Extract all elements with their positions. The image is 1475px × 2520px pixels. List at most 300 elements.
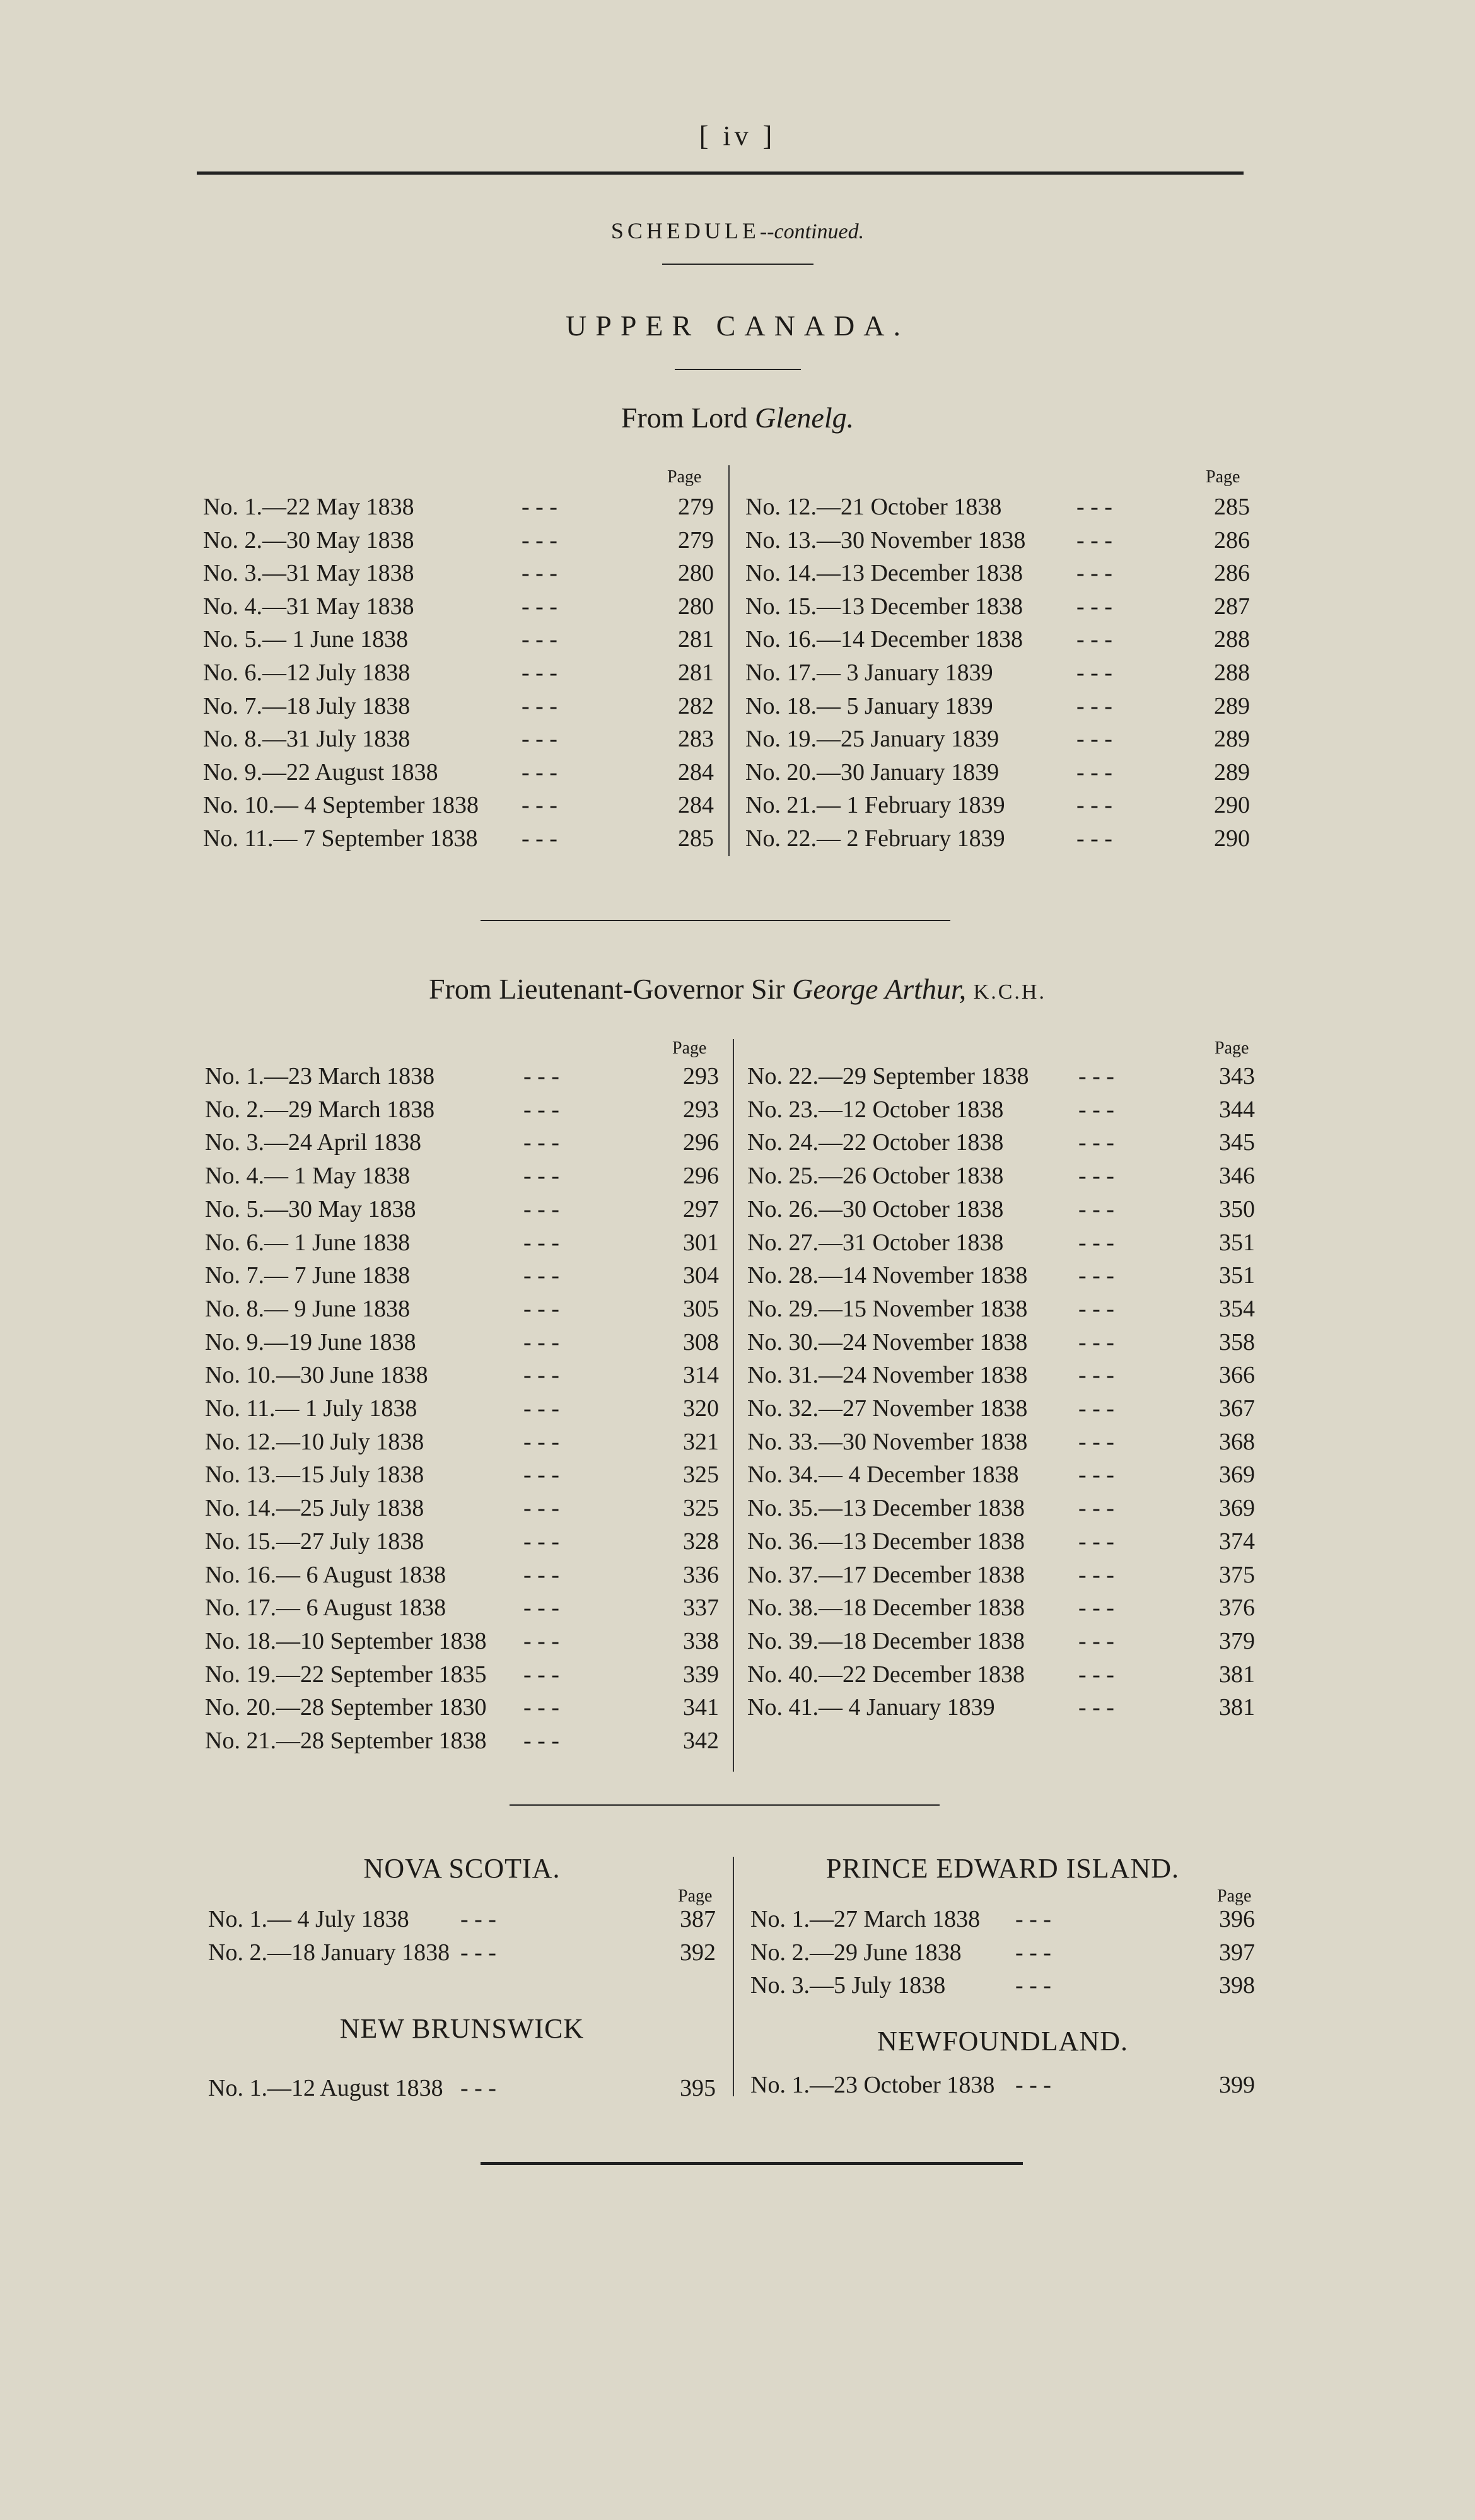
dot-leader: - - - <box>1076 626 1112 653</box>
page-ref: 321 <box>683 1428 719 1455</box>
list-item <box>747 1159 1255 1192</box>
list-item <box>747 1425 1255 1458</box>
list-item <box>747 1591 1255 1624</box>
list-item <box>750 1969 1255 2002</box>
page-header: Page <box>1215 1038 1249 1058</box>
entry-label: No. 39.—18 December 1838 <box>747 1627 1025 1654</box>
entry-label: No. 15.—27 July 1838 <box>205 1528 424 1555</box>
page-ref: 358 <box>1219 1328 1255 1356</box>
dot-leader: - - - <box>1078 1594 1114 1622</box>
list-item <box>747 1458 1255 1491</box>
dot-leader: - - - <box>523 1195 559 1222</box>
entry-label: No. 14.—13 December 1838 <box>745 560 1023 587</box>
dot-leader: - - - <box>522 659 557 686</box>
dot-leader: - - - <box>523 1727 559 1754</box>
list-item <box>745 656 1250 689</box>
dot-leader: - - - <box>523 1528 559 1555</box>
page-ref: 338 <box>683 1627 719 1654</box>
page-ref: 296 <box>683 1129 719 1156</box>
footer-rule <box>481 2162 1023 2165</box>
list-item <box>205 1159 719 1192</box>
entry-label: No. 30.—24 November 1838 <box>747 1328 1028 1356</box>
entry-label: No. 1.—12 August 1838 <box>208 2075 443 2101</box>
list-item <box>203 623 714 656</box>
entry-label: No. 8.— 9 June 1838 <box>205 1295 411 1322</box>
entry-label: No. 12.—10 July 1838 <box>205 1428 424 1455</box>
list-item <box>747 1326 1255 1359</box>
entry-label: No. 4.—31 May 1838 <box>203 593 414 620</box>
page-ref: 296 <box>683 1163 719 1190</box>
page-ref: 336 <box>683 1561 719 1588</box>
entry-label: No. 37.—17 December 1838 <box>747 1561 1025 1588</box>
dot-leader: - - - <box>522 526 557 554</box>
page-ref: 354 <box>1219 1295 1255 1322</box>
page-ref: 337 <box>683 1594 719 1622</box>
newfoundland-title: NEWFOUNDLAND. <box>877 2026 1128 2057</box>
dot-leader: - - - <box>1078 1661 1114 1688</box>
page-header: Page <box>672 1038 707 1058</box>
column-divider <box>733 1857 734 2096</box>
page-ref: 290 <box>1214 792 1250 819</box>
entry-label: No. 11.— 7 September 1838 <box>203 825 478 852</box>
list-item <box>747 1691 1255 1724</box>
dot-leader: - - - <box>460 2075 496 2101</box>
list-item <box>205 1425 719 1458</box>
entry-label: No. 23.—12 October 1838 <box>747 1096 1004 1123</box>
list-item <box>750 2069 1255 2101</box>
dot-leader: - - - <box>523 1694 559 1721</box>
page-ref: 320 <box>683 1395 719 1422</box>
dot-leader: - - - <box>1078 1461 1114 1489</box>
list-item <box>745 557 1250 589</box>
schedule-main: SCHEDULE <box>610 218 760 243</box>
entry-label: No. 21.—28 September 1838 <box>205 1727 487 1754</box>
list-item <box>205 1525 719 1558</box>
entry-label: No. 26.—30 October 1838 <box>747 1195 1004 1222</box>
arthur-honours: K.C.H. <box>966 980 1046 1004</box>
page-ref: 346 <box>1219 1163 1255 1190</box>
list-item <box>205 1093 719 1126</box>
list-item <box>747 1193 1255 1226</box>
entry-label: No. 6.—12 July 1838 <box>203 659 411 686</box>
entry-label: No. 9.—22 August 1838 <box>203 758 438 786</box>
page-ref: 344 <box>1219 1096 1255 1123</box>
entry-label: No. 35.—13 December 1838 <box>747 1495 1025 1522</box>
dot-leader: - - - <box>522 825 557 852</box>
section-separator <box>481 920 950 921</box>
list-item <box>205 1625 719 1658</box>
list-item <box>747 1559 1255 1591</box>
dot-leader: - - - <box>523 1163 559 1190</box>
dot-leader: - - - <box>1015 1939 1051 1966</box>
page-ref: 286 <box>1214 526 1250 554</box>
page-ref: 284 <box>678 758 714 786</box>
list-item <box>745 690 1250 723</box>
entry-label: No. 5.—30 May 1838 <box>205 1195 416 1222</box>
entry-label: No. 28.—14 November 1838 <box>747 1262 1028 1289</box>
entry-label: No. 10.— 4 September 1838 <box>203 792 479 819</box>
page-header: Page <box>678 1886 713 1906</box>
dot-leader: - - - <box>1015 1972 1051 1999</box>
page-ref: 297 <box>683 1195 719 1222</box>
list-item <box>747 1392 1255 1425</box>
page-ref: 339 <box>683 1661 719 1688</box>
page-ref: 301 <box>683 1229 719 1256</box>
dot-leader: - - - <box>523 1495 559 1522</box>
list-item <box>203 524 714 557</box>
page-ref: 284 <box>678 792 714 819</box>
list-item <box>203 789 714 822</box>
dot-leader: - - - <box>523 1362 559 1389</box>
page-ref: 290 <box>1214 825 1250 852</box>
entry-label: No. 31.—24 November 1838 <box>747 1362 1028 1389</box>
list-item <box>205 1559 719 1591</box>
entry-label: No. 11.— 1 July 1838 <box>205 1395 417 1422</box>
page-ref: 287 <box>1214 593 1250 620</box>
column-divider <box>728 465 730 856</box>
entry-label: No. 34.— 4 December 1838 <box>747 1461 1019 1489</box>
dot-leader: - - - <box>1078 1096 1114 1123</box>
list-item <box>747 1126 1255 1159</box>
list-item <box>745 623 1250 656</box>
dot-leader: - - - <box>1015 2072 1051 2098</box>
new-brunswick-title: NEW BRUNSWICK <box>339 2013 585 2044</box>
dot-leader: - - - <box>1015 1906 1051 1932</box>
page-ref: 285 <box>1214 494 1250 520</box>
list-item <box>750 1936 1255 1969</box>
entry-label: No. 18.— 5 January 1839 <box>745 692 993 719</box>
list-item <box>205 1458 719 1491</box>
dot-leader: - - - <box>522 692 557 719</box>
list-item <box>208 1903 716 1936</box>
dot-leader: - - - <box>1076 494 1112 520</box>
column-divider <box>733 1039 734 1772</box>
list-item <box>205 1259 719 1292</box>
entry-label: No. 1.—22 May 1838 <box>203 494 414 520</box>
list-item <box>208 2072 716 2105</box>
entry-label: No. 22.—29 September 1838 <box>747 1063 1029 1089</box>
entry-label: No. 33.—30 November 1838 <box>747 1428 1028 1455</box>
page-ref: 375 <box>1219 1561 1255 1588</box>
list-item <box>208 1936 716 1969</box>
dot-leader: - - - <box>1078 1362 1114 1389</box>
page-ref: 366 <box>1219 1362 1255 1389</box>
list-item <box>203 656 714 689</box>
entry-label: No. 27.—31 October 1838 <box>747 1229 1004 1256</box>
list-item <box>203 756 714 789</box>
list-item <box>205 1591 719 1624</box>
dot-leader: - - - <box>1076 726 1112 753</box>
entry-label: No. 29.—15 November 1838 <box>747 1295 1028 1322</box>
province-rule <box>675 369 801 370</box>
page-ref: 374 <box>1219 1528 1255 1555</box>
page-ref: 387 <box>680 1906 716 1932</box>
dot-leader: - - - <box>523 1295 559 1322</box>
entry-label: No. 10.—30 June 1838 <box>205 1362 428 1389</box>
page-ref: 325 <box>683 1495 719 1522</box>
page-ref: 343 <box>1219 1063 1255 1089</box>
page-ref: 279 <box>678 526 714 554</box>
entry-label: No. 3.—31 May 1838 <box>203 560 414 587</box>
dot-leader: - - - <box>1076 526 1112 554</box>
entry-label: No. 13.—30 November 1838 <box>745 526 1026 554</box>
page-ref: 399 <box>1219 2072 1255 2098</box>
dot-leader: - - - <box>1078 1195 1114 1222</box>
dot-leader: - - - <box>1076 825 1112 852</box>
page-ref: 279 <box>678 494 714 520</box>
page-ref: 280 <box>678 560 714 587</box>
page-ref: 304 <box>683 1262 719 1289</box>
page-ref: 293 <box>683 1063 719 1089</box>
page-ref: 293 <box>683 1096 719 1123</box>
list-item <box>205 1126 719 1159</box>
dot-leader: - - - <box>460 1939 496 1966</box>
list-item <box>203 822 714 855</box>
page-ref: 350 <box>1219 1195 1255 1222</box>
entry-label: No. 41.— 4 January 1839 <box>747 1694 995 1721</box>
page-ref: 282 <box>678 692 714 719</box>
page-ref: 379 <box>1219 1627 1255 1654</box>
list-item <box>745 491 1250 523</box>
list-item <box>205 1392 719 1425</box>
dot-leader: - - - <box>1078 1627 1114 1654</box>
page-ref: 369 <box>1219 1495 1255 1522</box>
page-ref: 314 <box>683 1362 719 1389</box>
dot-leader: - - - <box>523 1262 559 1289</box>
dot-leader: - - - <box>1076 560 1112 587</box>
page-ref: 325 <box>683 1461 719 1489</box>
entry-label: No. 16.—14 December 1838 <box>745 626 1023 653</box>
page-ref: 341 <box>683 1694 719 1721</box>
list-item <box>205 1658 719 1691</box>
entry-label: No. 40.—22 December 1838 <box>747 1661 1025 1688</box>
dot-leader: - - - <box>523 1661 559 1688</box>
list-item <box>203 590 714 623</box>
dot-leader: - - - <box>523 1129 559 1156</box>
entry-label: No. 2.—29 June 1838 <box>750 1939 962 1966</box>
dot-leader: - - - <box>1078 1229 1114 1256</box>
page-ref: 305 <box>683 1295 719 1322</box>
dot-leader: - - - <box>523 1594 559 1622</box>
dot-leader: - - - <box>522 494 557 520</box>
page-ref: 342 <box>683 1727 719 1754</box>
dot-leader: - - - <box>523 1063 559 1089</box>
list-item <box>750 1903 1255 1936</box>
page-ref: 351 <box>1219 1262 1255 1289</box>
page-ref: 345 <box>1219 1129 1255 1156</box>
list-item <box>747 1093 1255 1126</box>
list-item <box>747 1625 1255 1658</box>
list-item <box>205 1359 719 1391</box>
list-item <box>745 723 1250 755</box>
dot-leader: - - - <box>523 1328 559 1356</box>
entry-label: No. 12.—21 October 1838 <box>745 494 1002 520</box>
entry-label: No. 22.— 2 February 1839 <box>745 825 1005 852</box>
page-ref: 351 <box>1219 1229 1255 1256</box>
page-ref: 381 <box>1219 1661 1255 1688</box>
entry-label: No. 14.—25 July 1838 <box>205 1495 424 1522</box>
entry-label: No. 8.—31 July 1838 <box>203 726 411 753</box>
list-item <box>747 1259 1255 1292</box>
nova-scotia-title: NOVA SCOTIA. <box>363 1853 561 1884</box>
schedule-heading <box>0 218 1475 244</box>
list-item <box>747 1359 1255 1391</box>
page-ref: 392 <box>680 1939 716 1966</box>
entry-label: No. 9.—19 June 1838 <box>205 1328 416 1356</box>
dot-leader: - - - <box>1078 1495 1114 1522</box>
entry-label: No. 1.—23 March 1838 <box>205 1063 435 1089</box>
dot-leader: - - - <box>1076 692 1112 719</box>
dot-leader: - - - <box>1078 1063 1114 1089</box>
entry-label: No. 17.— 6 August 1838 <box>205 1594 446 1622</box>
list-item <box>745 822 1250 855</box>
page-ref: 289 <box>1214 726 1250 753</box>
dot-leader: - - - <box>522 792 557 819</box>
list-item <box>745 756 1250 789</box>
page-ref: 395 <box>680 2075 716 2101</box>
entry-label: No. 3.—5 July 1838 <box>750 1972 946 1999</box>
page-ref: 288 <box>1214 626 1250 653</box>
entry-label: No. 13.—15 July 1838 <box>205 1461 424 1489</box>
list-item <box>745 524 1250 557</box>
page-ref: 289 <box>1214 692 1250 719</box>
entry-label: No. 4.— 1 May 1838 <box>205 1163 411 1190</box>
dot-leader: - - - <box>523 1627 559 1654</box>
dot-leader: - - - <box>523 1096 559 1123</box>
page-ref: 286 <box>1214 560 1250 587</box>
entry-label: No. 7.—18 July 1838 <box>203 692 411 719</box>
entry-label: No. 16.— 6 August 1838 <box>205 1561 446 1588</box>
section-title-glenelg: From Lord Glenelg. <box>621 402 854 434</box>
dot-leader: - - - <box>523 1229 559 1256</box>
dot-leader: - - - <box>1076 593 1112 620</box>
list-item <box>203 491 714 523</box>
entry-label: No. 2.—29 March 1838 <box>205 1096 435 1123</box>
list-item <box>745 789 1250 822</box>
list-item <box>205 1193 719 1226</box>
page-ref: 376 <box>1219 1594 1255 1622</box>
page-ref: 308 <box>683 1328 719 1356</box>
list-item <box>205 1226 719 1259</box>
page-ref: 288 <box>1214 659 1250 686</box>
dot-leader: - - - <box>522 560 557 587</box>
list-item <box>747 1292 1255 1325</box>
page-ref: 328 <box>683 1528 719 1555</box>
page-ref: 368 <box>1219 1428 1255 1455</box>
entry-label: No. 1.— 4 July 1838 <box>208 1906 409 1932</box>
list-item <box>747 1658 1255 1691</box>
entry-label: No. 24.—22 October 1838 <box>747 1129 1004 1156</box>
pei-title: PRINCE EDWARD ISLAND. <box>826 1853 1179 1884</box>
entry-label: No. 32.—27 November 1838 <box>747 1395 1028 1422</box>
list-item <box>205 1691 719 1724</box>
dot-leader: - - - <box>1078 1694 1114 1721</box>
entry-label: No. 21.— 1 February 1839 <box>745 792 1005 819</box>
entry-label: No. 6.— 1 June 1838 <box>205 1229 411 1256</box>
list-item <box>747 1525 1255 1558</box>
page-ref: 397 <box>1219 1939 1255 1966</box>
page-ref: 396 <box>1219 1906 1255 1932</box>
dot-leader: - - - <box>460 1906 496 1932</box>
entry-label: No. 19.—22 September 1835 <box>205 1661 487 1688</box>
page-ref: 283 <box>678 726 714 753</box>
page-ref: 289 <box>1214 758 1250 786</box>
dot-leader: - - - <box>523 1428 559 1455</box>
page-ref: 281 <box>678 626 714 653</box>
arthur-name: George Arthur, <box>792 973 967 1005</box>
page-header: Page <box>1217 1886 1252 1906</box>
list-item <box>747 1226 1255 1259</box>
dot-leader: - - - <box>1078 1561 1114 1588</box>
page-ref: 367 <box>1219 1395 1255 1422</box>
dot-leader: - - - <box>522 626 557 653</box>
dot-leader: - - - <box>1078 1428 1114 1455</box>
dot-leader: - - - <box>523 1561 559 1588</box>
dot-leader: - - - <box>1078 1295 1114 1322</box>
page-ref: 398 <box>1219 1972 1255 1999</box>
dot-leader: - - - <box>522 726 557 753</box>
list-item <box>205 1724 719 1757</box>
entry-label: No. 19.—25 January 1839 <box>745 726 1000 753</box>
list-item <box>203 557 714 589</box>
entry-label: No. 17.— 3 January 1839 <box>745 659 993 686</box>
dot-leader: - - - <box>1078 1395 1114 1422</box>
entry-label: No. 2.—18 January 1838 <box>208 1939 450 1966</box>
schedule-suffix: --continued. <box>759 220 865 243</box>
entry-label: No. 18.—10 September 1838 <box>205 1627 487 1654</box>
dot-leader: - - - <box>523 1395 559 1422</box>
list-item <box>747 1060 1255 1093</box>
page-ref: 280 <box>678 593 714 620</box>
dot-leader: - - - <box>522 593 557 620</box>
list-item <box>203 723 714 755</box>
entry-label: No. 20.—30 January 1839 <box>745 758 1000 786</box>
page-ref: 381 <box>1219 1694 1255 1721</box>
dot-leader: - - - <box>1078 1129 1114 1156</box>
province-title: UPPER CANADA. <box>566 310 909 342</box>
entry-label: No. 36.—13 December 1838 <box>747 1528 1025 1555</box>
schedule-rule <box>662 264 813 265</box>
page-number: [ iv ] <box>699 120 776 151</box>
dot-leader: - - - <box>1076 758 1112 786</box>
section-separator <box>510 1804 940 1806</box>
page-ref: 369 <box>1219 1461 1255 1489</box>
entry-label: No. 15.—13 December 1838 <box>745 593 1023 620</box>
page-ref: 285 <box>678 825 714 852</box>
list-item <box>745 590 1250 623</box>
list-item <box>747 1492 1255 1524</box>
section-title-arthur: From Lieutenant-Governor Sir George Arthur, K.C.H. <box>429 973 1046 1005</box>
page-header: Page <box>1206 467 1240 487</box>
entry-label: No. 1.—27 March 1838 <box>750 1906 981 1932</box>
page-ref: 281 <box>678 659 714 686</box>
list-item <box>203 690 714 723</box>
list-item <box>205 1492 719 1524</box>
dot-leader: - - - <box>522 758 557 786</box>
entry-label: No. 7.— 7 June 1838 <box>205 1262 411 1289</box>
list-item <box>205 1060 719 1093</box>
entry-label: No. 25.—26 October 1838 <box>747 1163 1004 1190</box>
list-item <box>205 1326 719 1359</box>
dot-leader: - - - <box>523 1461 559 1489</box>
dot-leader: - - - <box>1078 1163 1114 1190</box>
entry-label: No. 5.— 1 June 1838 <box>203 626 409 653</box>
dot-leader: - - - <box>1078 1262 1114 1289</box>
entry-label: No. 20.—28 September 1830 <box>205 1694 487 1721</box>
dot-leader: - - - <box>1076 792 1112 819</box>
page-header: Page <box>667 467 702 487</box>
entry-label: No. 3.—24 April 1838 <box>205 1129 422 1156</box>
